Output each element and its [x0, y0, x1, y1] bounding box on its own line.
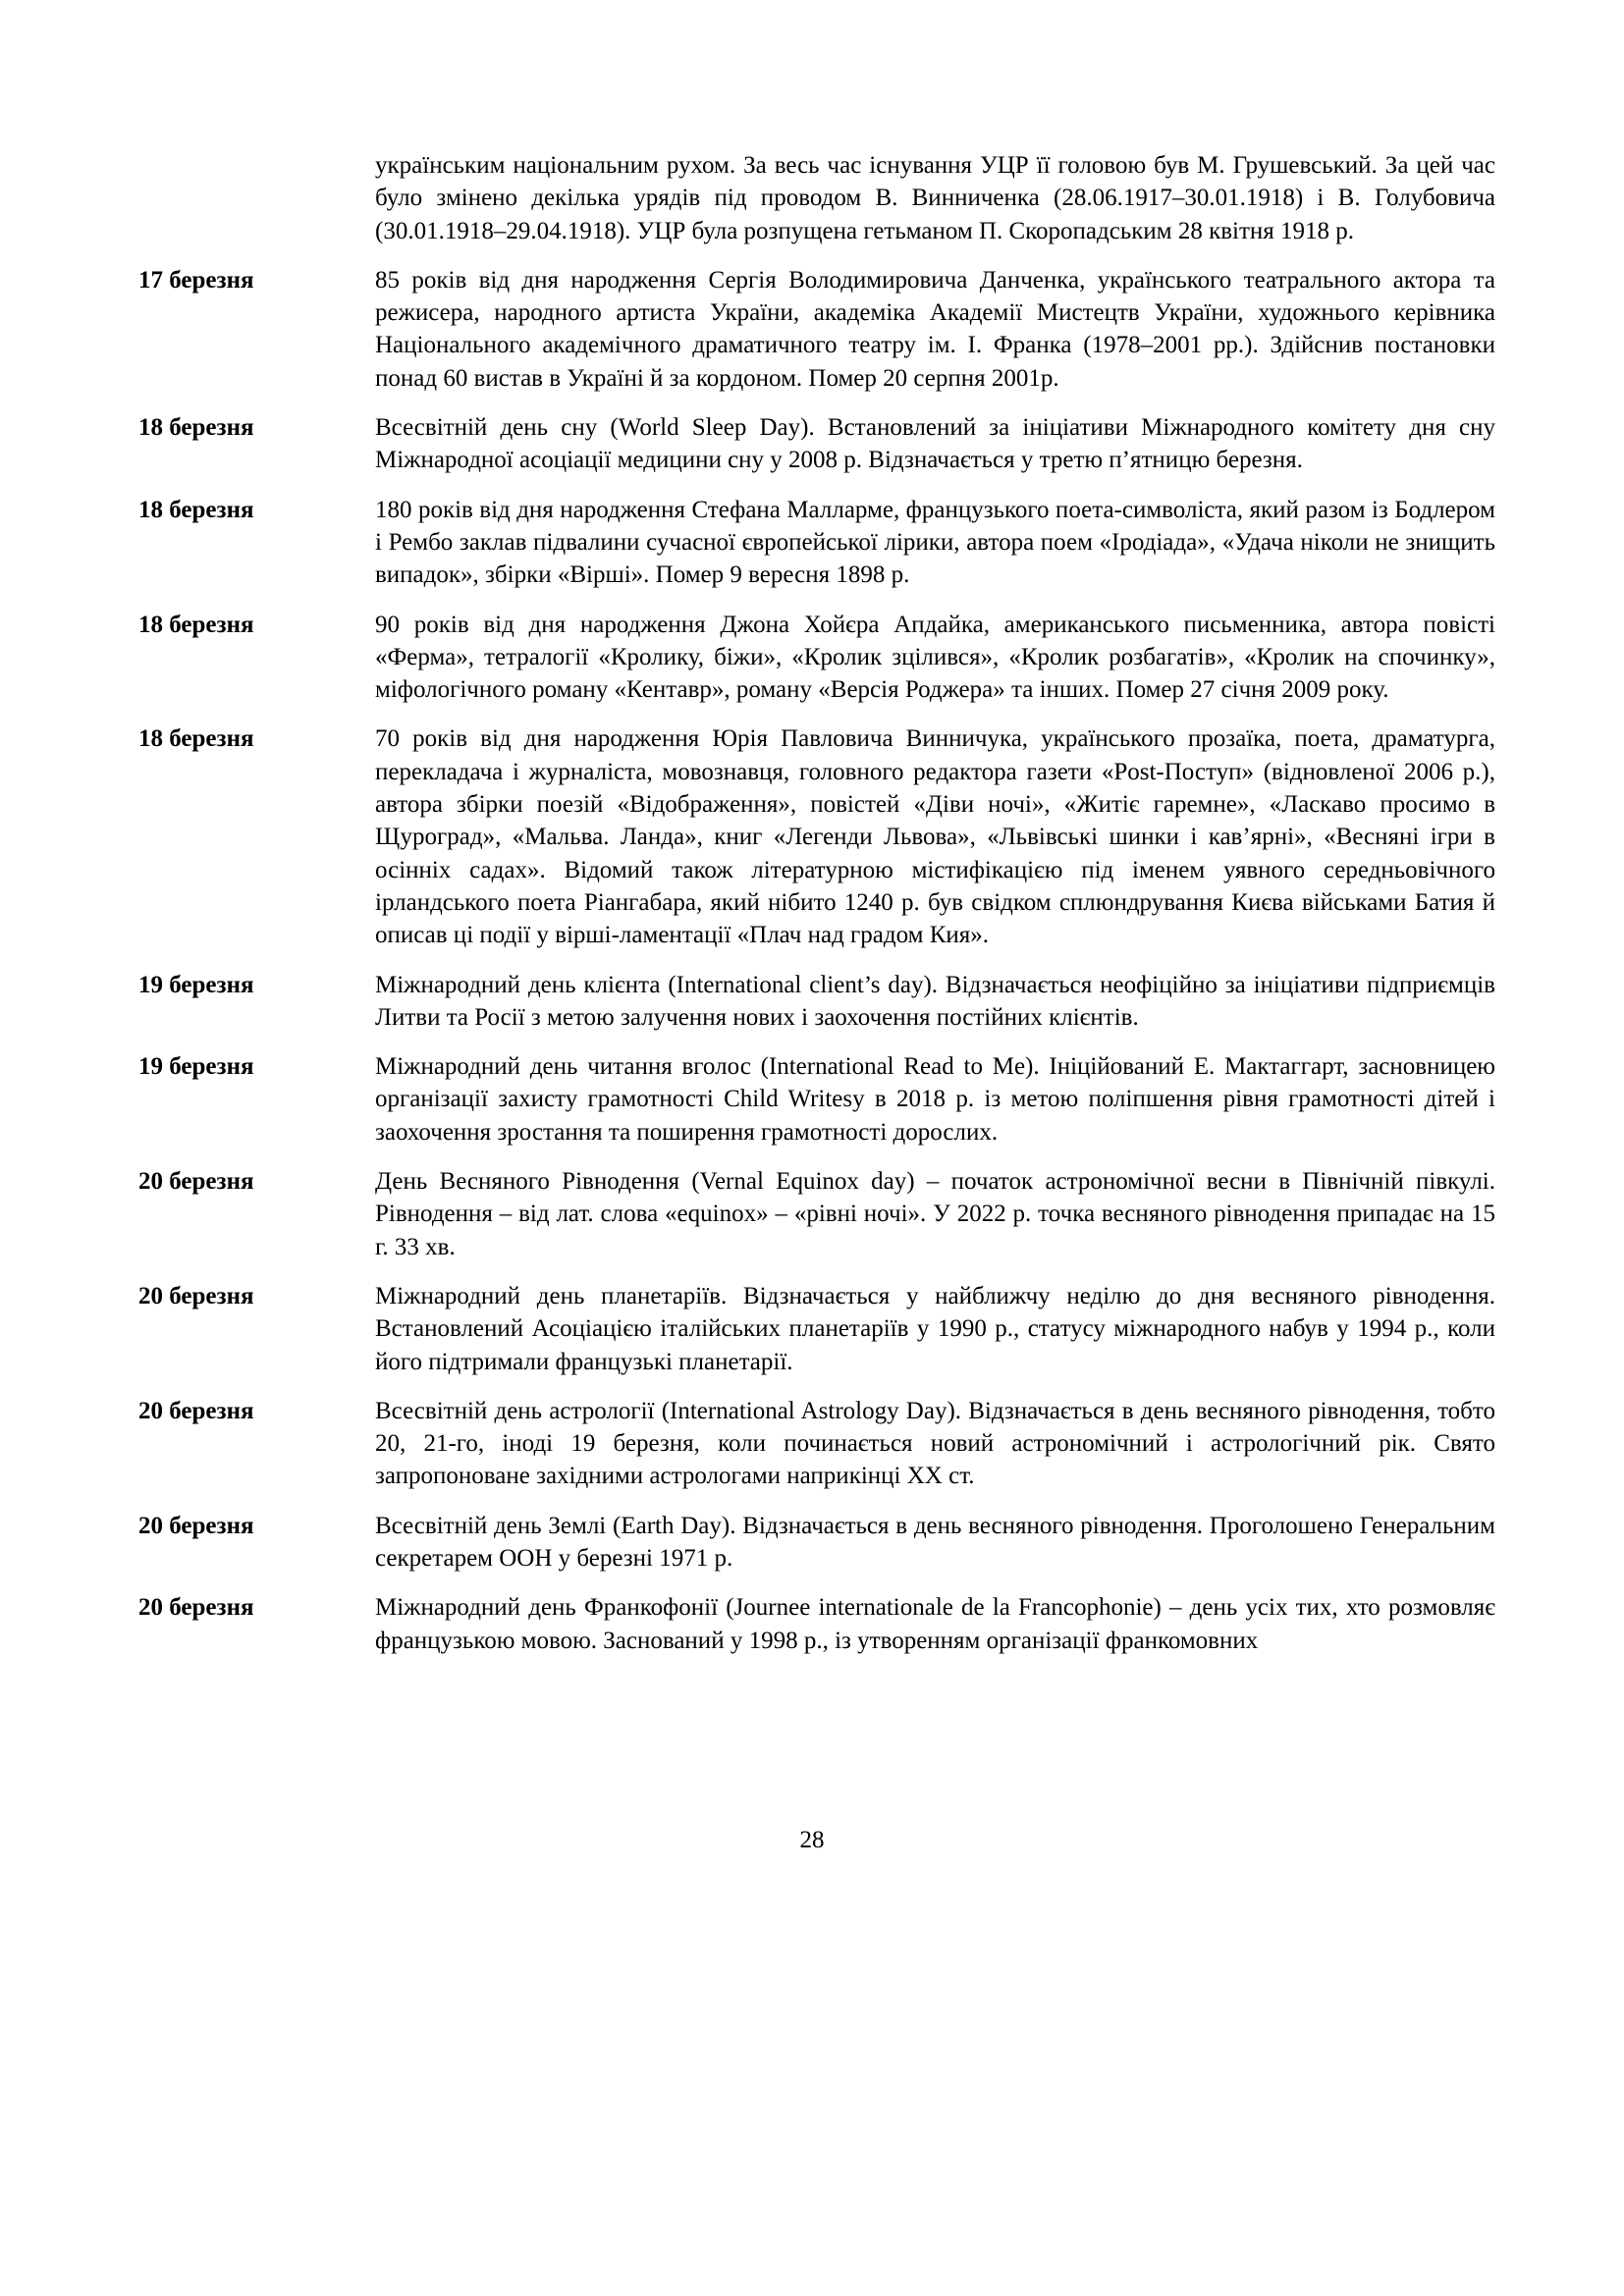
entry-date: 20 березня — [138, 1168, 254, 1196]
entry-date: 20 березня — [138, 1397, 254, 1424]
calendar-entries — [138, 149, 1495, 1674]
calendar-entry — [138, 1591, 1495, 1657]
entry-text: Всесвітній день астрології (International Astrology Day). Відзначається в день весняного рівнодення, тобто 20, 21-го, іноді 19 березня, коли починається новий астрономічний і астрологічний рік. Свято запропоноване західними астрологами наприкінці XX ст. — [375, 1397, 1495, 1490]
entry-text: Всесвітній день сну (World Sleep Day). Встановлений за ініціативи Міжнародного комітету дня сну Міжнародної асоціації медицини сну у 2008 р. Відзначається у третю п’ятницю березня. — [375, 414, 1495, 474]
entry-text: 180 років від дня народження Стефана Малларме, французького поета-символіста, який разом із Бодлером і Рембо заклав підвалини сучасної європейської лірики, автора поем «Іродіада», «Удача ніколи не знищить випадок», збірки «Вірші». Помер 9 вересня 1898 р. — [375, 496, 1495, 589]
calendar-entry — [138, 494, 1495, 592]
calendar-entry — [138, 609, 1495, 707]
calendar-entry — [138, 264, 1495, 395]
entry-date: 18 березня — [138, 414, 254, 442]
calendar-entry — [138, 1280, 1495, 1378]
entry-date: 19 березня — [138, 971, 254, 998]
entry-date: 18 березня — [138, 725, 254, 753]
entry-text: Міжнародний день планетаріїв. Відзначається у найближчу неділю до дня весняного рівнодення. Встановлений Асоціацією італійських планетаріїв у 1990 р., статусу міжнародного набув у 1994 р., коли його підтримали французькі планетарії. — [375, 1282, 1495, 1375]
entry-text: Всесвітній день Землі (Earth Day). Відзначається в день весняного рівнодення. Проголошено Генеральним секретарем ООН у березні 1971 р. — [375, 1512, 1495, 1572]
page-number: 28 — [799, 1827, 825, 1853]
entry-date: 18 березня — [138, 611, 254, 638]
entry-text: 90 років від дня народження Джона Хойєра Апдайка, американського письменника, автора повісті «Ферма», тетралогії «Кролику, біжи», «Кролик зцілився», «Кролик розбагатів», «Кролик на спочинку», міфологічного роману «Кентавр», роману «Версія Роджера» та інших. Помер 27 січня 2009 року. — [375, 611, 1495, 704]
entry-text: 70 років від дня народження Юрія Павловича Винничука, українського прозаїка, поета, драматурга, перекладача і журналіста, мовознавця, головного редактора газети «Post-Поступ» (відновленої 2006 р.), автора збірки поезій «Відображення», повістей «Діви ночі», «Житіє гаремне», «Ласкаво просимо в Щуроград», «Мальва. Ланда», книг «Легенди Львова», «Львівські шинки і кав’ярні», «Весняні ігри в осінніх садах». Відомий також літературною містифікацією під іменем уявного середньовічного ірландського поета Ріангабара, який нібито 1240 р. був свідком сплюндрування Києва військами Батия й описав ці події у вірші-ламентації «Плач над градом Кия». — [375, 725, 1495, 949]
entry-text: Міжнародний день Франкофонії (Journee internationale de la Francophonie) – день усіх тих, хто розмовляє французькою мовою. Заснований у 1998 р., із утворенням організації франкомовних — [375, 1594, 1495, 1654]
calendar-entry — [138, 1165, 1495, 1263]
calendar-entry — [138, 1050, 1495, 1148]
calendar-entry — [138, 1395, 1495, 1493]
entry-date: 17 березня — [138, 266, 254, 294]
entry-date: 19 березня — [138, 1053, 254, 1081]
calendar-entry — [138, 149, 1495, 247]
calendar-entry — [138, 411, 1495, 477]
entry-text: українським національним рухом. За весь час існування УЦР її головою був М. Грушевський. За цей час було змінено декілька урядів під проводом В. Винниченка (28.06.1917–30.01.1918) і В. Голубовича (30.01.1918–29.04.1918). УЦР була розпущена гетьманом П. Скоропадським 28 квітня 1918 р. — [375, 152, 1495, 244]
calendar-entry — [138, 722, 1495, 951]
entry-text: 85 років від дня народження Сергія Володимировича Данченка, українського театрального актора та режисера, народного артиста України, академіка Академії Мистецтв України, художнього керівника Національного академічного драматичного театру ім. І. Франка (1978–2001 рр.). Здійснив постановки понад 60 вистав в Україні й за кордоном. Помер 20 серпня 2001р. — [375, 266, 1495, 392]
entry-date: 18 березня — [138, 496, 254, 523]
entry-text: День Весняного Рівнодення (Vernal Equinox day) – початок астрономічної весни в Північній півкулі. Рівнодення – від лат. слова «equinox» – «рівні ночі». У 2022 р. точка весняного рівнодення припадає на 15 г. 33 хв. — [375, 1168, 1495, 1260]
entry-text: Міжнародний день читання вголос (International Read to Me). Ініційований Е. Мактаггарт, засновницею організації захисту грамотності Child Writesy в 2018 р. із метою поліпшення рівня грамотності дітей і заохочення зростання та поширення грамотності дорослих. — [375, 1053, 1495, 1146]
entry-date: 20 березня — [138, 1594, 254, 1622]
calendar-entry — [138, 969, 1495, 1035]
entry-text: Міжнародний день клієнта (International client’s day). Відзначається неофіційно за ініціативи підприємців Литви та Росії з метою залучення нових і заохочення постійних клієнтів. — [375, 971, 1495, 1031]
entry-date: 20 березня — [138, 1512, 254, 1539]
calendar-entry — [138, 1510, 1495, 1575]
entry-date: 20 березня — [138, 1282, 254, 1309]
